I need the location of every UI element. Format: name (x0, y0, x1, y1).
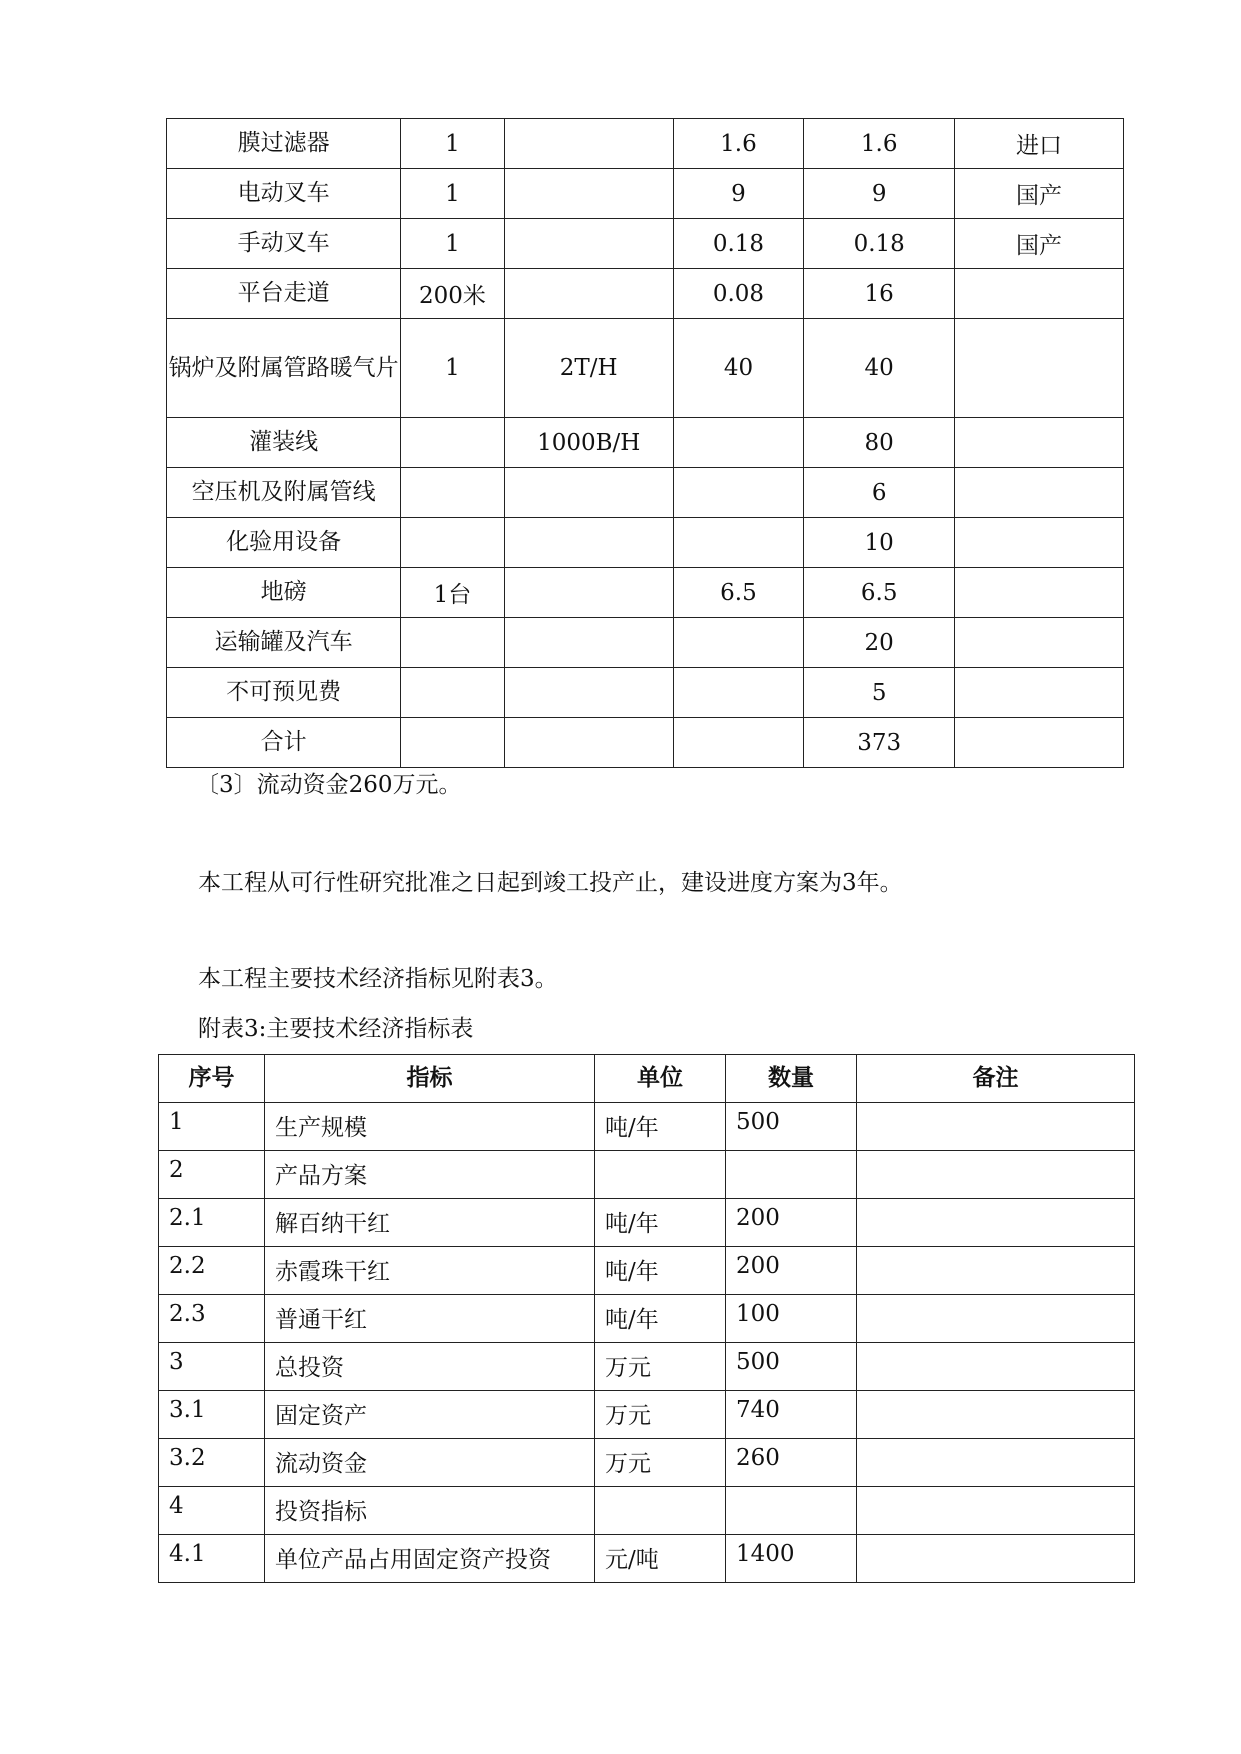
indicator-no: 3.2 (159, 1439, 265, 1487)
equipment-qty (401, 618, 505, 668)
header-indicator: 指标 (265, 1055, 595, 1103)
indicator-note (857, 1535, 1135, 1583)
table-row (159, 1487, 1135, 1535)
indicator-amount: 740 (726, 1391, 857, 1439)
table-header-row (159, 1055, 1135, 1103)
indicator-amount: 500 (726, 1343, 857, 1391)
equipment-spec: 1000B/H (504, 418, 673, 468)
table-row (167, 119, 1124, 169)
indicator-note (857, 1295, 1135, 1343)
indicator-unit: 万元 (595, 1391, 726, 1439)
equipment-total: 16 (804, 269, 955, 319)
equipment-name: 化验用设备 (167, 518, 401, 568)
indicator-no: 3 (159, 1343, 265, 1391)
indicator-note (857, 1247, 1135, 1295)
indicator-name: 总投资 (265, 1343, 595, 1391)
equipment-table (166, 118, 1124, 768)
indicator-amount: 100 (726, 1295, 857, 1343)
table-caption: 附表3:主要技术经济指标表 (198, 1016, 474, 1042)
equipment-origin (955, 718, 1124, 768)
equipment-unit-price (673, 518, 804, 568)
indicator-name: 投资指标 (265, 1487, 595, 1535)
equipment-total: 40 (804, 319, 955, 418)
equipment-spec (504, 468, 673, 518)
indicator-unit: 万元 (595, 1343, 726, 1391)
equipment-unit-price (673, 668, 804, 718)
equipment-total: 6 (804, 468, 955, 518)
indicator-amount: 1400 (726, 1535, 857, 1583)
equipment-origin: 国产 (955, 169, 1124, 219)
indicator-name: 解百纳干红 (265, 1199, 595, 1247)
table-row (167, 468, 1124, 518)
indicator-name: 赤霞珠干红 (265, 1247, 595, 1295)
equipment-qty: 1 (401, 169, 505, 219)
equipment-unit-price (673, 418, 804, 468)
table-row (159, 1103, 1135, 1151)
header-no: 序号 (159, 1055, 265, 1103)
header-amount: 数量 (726, 1055, 857, 1103)
indicator-no: 2 (159, 1151, 265, 1199)
table-row (167, 319, 1124, 418)
equipment-name: 平台走道 (167, 269, 401, 319)
indicator-unit (595, 1487, 726, 1535)
indicator-amount (726, 1487, 857, 1535)
table-row (159, 1295, 1135, 1343)
equipment-origin (955, 568, 1124, 618)
equipment-name: 膜过滤器 (167, 119, 401, 169)
equipment-qty (401, 468, 505, 518)
equipment-total: 0.18 (804, 219, 955, 269)
table-row (167, 518, 1124, 568)
indicator-name: 产品方案 (265, 1151, 595, 1199)
equipment-name: 运输罐及汽车 (167, 618, 401, 668)
equipment-total: 9 (804, 169, 955, 219)
indicator-unit: 吨/年 (595, 1247, 726, 1295)
indicator-name: 单位产品占用固定资产投资 (265, 1535, 595, 1583)
equipment-total: 1.6 (804, 119, 955, 169)
indicators-table (158, 1054, 1135, 1583)
indicator-name: 普通干红 (265, 1295, 595, 1343)
indicator-note (857, 1439, 1135, 1487)
indicator-note (857, 1391, 1135, 1439)
schedule-text: 本工程从可行性研究批准之日起到竣工投产止，建设进度方案为3年。 (198, 870, 903, 896)
indicator-no: 3.1 (159, 1391, 265, 1439)
indicator-note (857, 1151, 1135, 1199)
equipment-total: 6.5 (804, 568, 955, 618)
indicator-no: 2.3 (159, 1295, 265, 1343)
table-row-total (167, 718, 1124, 768)
table-row (167, 169, 1124, 219)
equipment-unit-price: 6.5 (673, 568, 804, 618)
indicator-no: 1 (159, 1103, 265, 1151)
equipment-total: 80 (804, 418, 955, 468)
indicator-no: 4 (159, 1487, 265, 1535)
equipment-spec (504, 518, 673, 568)
equipment-total: 5 (804, 668, 955, 718)
table-row (159, 1439, 1135, 1487)
equipment-origin (955, 518, 1124, 568)
table-row (159, 1343, 1135, 1391)
equipment-qty: 200米 (401, 269, 505, 319)
equipment-unit-price: 40 (673, 319, 804, 418)
equipment-origin (955, 668, 1124, 718)
header-note: 备注 (857, 1055, 1135, 1103)
indicator-no: 4.1 (159, 1535, 265, 1583)
equipment-origin (955, 468, 1124, 518)
table-row (167, 418, 1124, 468)
indicators-reference-text: 本工程主要技术经济指标见附表3。 (198, 966, 558, 992)
indicator-amount: 500 (726, 1103, 857, 1151)
indicator-amount: 200 (726, 1199, 857, 1247)
equipment-spec (504, 219, 673, 269)
indicator-unit: 万元 (595, 1439, 726, 1487)
indicator-amount (726, 1151, 857, 1199)
equipment-qty: 1台 (401, 568, 505, 618)
equipment-unit-price: 0.08 (673, 269, 804, 319)
equipment-name: 地磅 (167, 568, 401, 618)
equipment-qty (401, 518, 505, 568)
indicator-unit: 元/吨 (595, 1535, 726, 1583)
table-row (167, 219, 1124, 269)
indicator-note (857, 1103, 1135, 1151)
equipment-unit-price (673, 718, 804, 768)
equipment-spec (504, 169, 673, 219)
table-row (159, 1391, 1135, 1439)
equipment-spec (504, 618, 673, 668)
indicator-unit: 吨/年 (595, 1103, 726, 1151)
equipment-spec (504, 119, 673, 169)
equipment-origin (955, 418, 1124, 468)
equipment-qty: 1 (401, 119, 505, 169)
indicator-name: 固定资产 (265, 1391, 595, 1439)
equipment-name: 锅炉及附属管路暖气片 (167, 319, 401, 418)
equipment-qty: 1 (401, 219, 505, 269)
equipment-spec (504, 269, 673, 319)
equipment-name: 不可预见费 (167, 668, 401, 718)
equipment-unit-price: 9 (673, 169, 804, 219)
equipment-spec (504, 718, 673, 768)
equipment-qty (401, 668, 505, 718)
indicator-note (857, 1487, 1135, 1535)
table-row (167, 618, 1124, 668)
equipment-name: 电动叉车 (167, 169, 401, 219)
equipment-name: 手动叉车 (167, 219, 401, 269)
table-row (159, 1151, 1135, 1199)
table-row (159, 1199, 1135, 1247)
table-row (167, 568, 1124, 618)
equipment-spec (504, 568, 673, 618)
indicator-note (857, 1343, 1135, 1391)
liquid-capital-text: 〔3〕流动资金260万元。 (196, 772, 462, 798)
equipment-origin: 进口 (955, 119, 1124, 169)
table-row (167, 668, 1124, 718)
indicator-name: 生产规模 (265, 1103, 595, 1151)
equipment-origin (955, 269, 1124, 319)
equipment-name: 空压机及附属管线 (167, 468, 401, 518)
equipment-total: 373 (804, 718, 955, 768)
header-unit: 单位 (595, 1055, 726, 1103)
indicator-unit (595, 1151, 726, 1199)
table-row (159, 1535, 1135, 1583)
equipment-qty: 1 (401, 319, 505, 418)
equipment-spec: 2T/H (504, 319, 673, 418)
indicator-name: 流动资金 (265, 1439, 595, 1487)
table-row (167, 269, 1124, 319)
equipment-total: 10 (804, 518, 955, 568)
equipment-origin: 国产 (955, 219, 1124, 269)
table-row (159, 1247, 1135, 1295)
indicator-no: 2.2 (159, 1247, 265, 1295)
indicator-amount: 260 (726, 1439, 857, 1487)
equipment-unit-price (673, 618, 804, 668)
equipment-qty (401, 718, 505, 768)
equipment-origin (955, 618, 1124, 668)
equipment-spec (504, 668, 673, 718)
equipment-unit-price (673, 468, 804, 518)
indicator-unit: 吨/年 (595, 1199, 726, 1247)
equipment-unit-price: 0.18 (673, 219, 804, 269)
equipment-origin (955, 319, 1124, 418)
equipment-total: 20 (804, 618, 955, 668)
indicator-note (857, 1199, 1135, 1247)
equipment-qty (401, 418, 505, 468)
indicator-no: 2.1 (159, 1199, 265, 1247)
equipment-unit-price: 1.6 (673, 119, 804, 169)
indicator-amount: 200 (726, 1247, 857, 1295)
equipment-name: 灌装线 (167, 418, 401, 468)
indicator-unit: 吨/年 (595, 1295, 726, 1343)
equipment-name: 合计 (167, 718, 401, 768)
